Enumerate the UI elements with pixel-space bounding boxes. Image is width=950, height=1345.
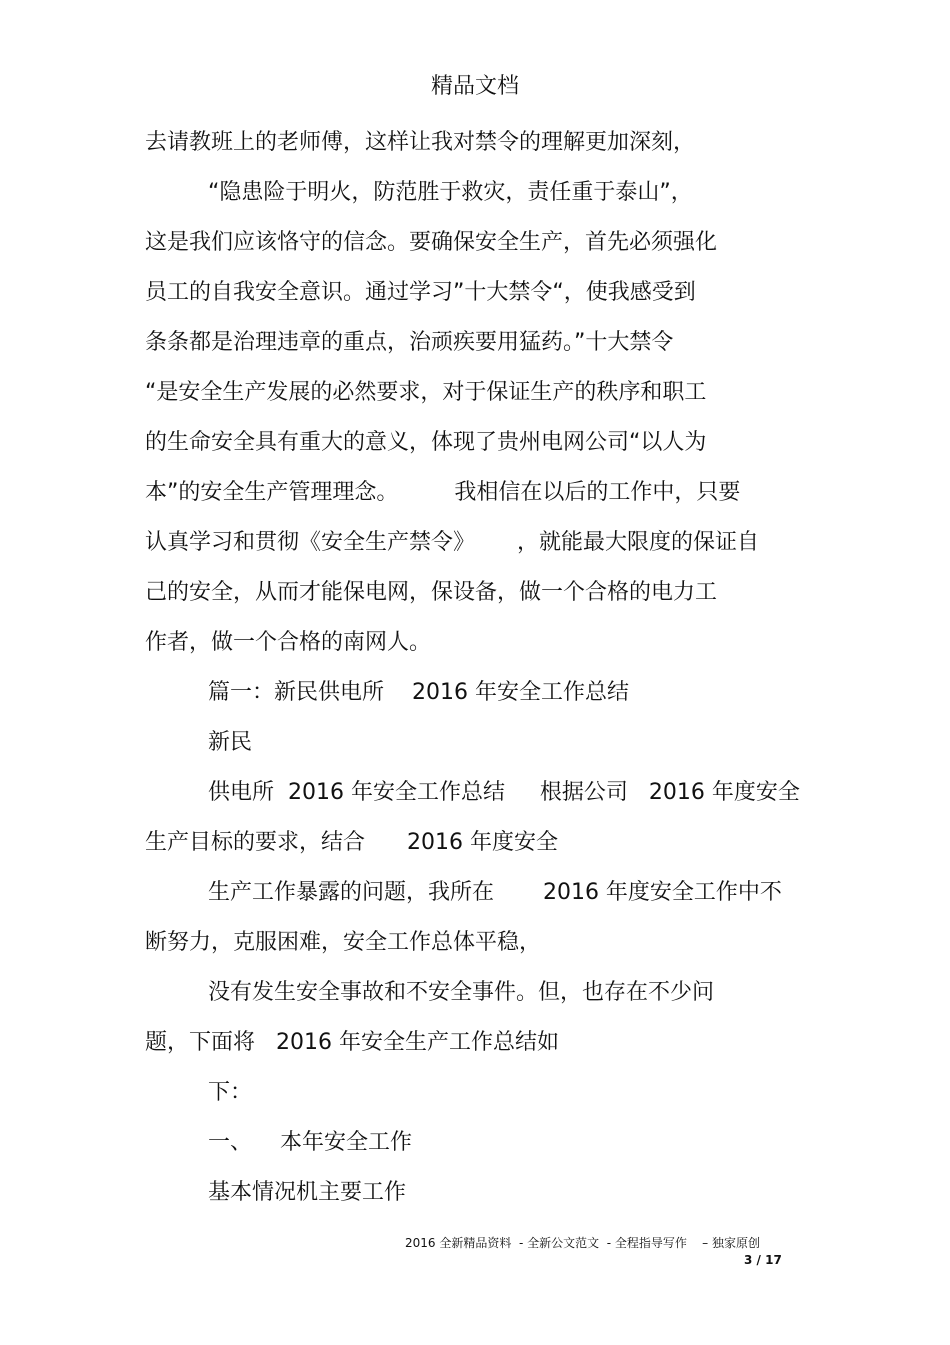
body-line-8: 本”的安全生产管理理念。 我相信在以后的工作中，只要 <box>145 480 741 505</box>
body-line-11: 作者，做一个合格的南网人。 <box>145 630 432 655</box>
body-line-7: 的生命安全具有重大的意义，体现了贵州电网公司“以人为 <box>145 430 707 455</box>
body-line-13: 新民 <box>208 730 253 755</box>
body-line-19: 题，下面将 2016 年安全生产工作总结如 <box>145 1030 559 1055</box>
body-line-1: 去请教班上的老师傅，这样让我对禁令的理解更加深刻， <box>145 130 696 155</box>
body-line-17: 断努力，克服困难，安全工作总体平稳， <box>145 930 542 955</box>
page-number: 3 / 17 <box>744 1253 782 1267</box>
body-line-18: 没有发生安全事故和不安全事件。但，也存在不少问 <box>208 980 715 1005</box>
body-line-3: 这是我们应该恪守的信念。要确保安全生产，首先必须强化 <box>145 230 718 255</box>
footer-text: 2016 全新精品资料 - 全新公文范文 - 全程指导写作 – 独家原创 <box>405 1236 760 1250</box>
body-line-2: “隐患险于明火，防范胜于救灾，责任重于泰山”， <box>208 180 693 205</box>
section-heading: 篇一：新民供电所 2016 年安全工作总结 <box>208 680 629 705</box>
body-line-16: 生产工作暴露的问题，我所在 2016 年度安全工作中不 <box>208 880 782 905</box>
body-line-15: 生产目标的要求，结合 2016 年度安全 <box>145 830 558 855</box>
body-line-10: 己的安全，从而才能保电网，保设备，做一个合格的电力工 <box>145 580 718 605</box>
subsection-heading: 一、 本年安全工作 <box>208 1130 412 1155</box>
body-line-22: 基本情况机主要工作 <box>208 1180 407 1205</box>
body-line-9: 认真学习和贯彻《安全生产禁令》 ，就能最大限度的保证自 <box>145 530 759 555</box>
body-line-4: 员工的自我安全意识。通过学习”十大禁令“，使我感受到 <box>145 280 696 305</box>
body-line-5: 条条都是治理违章的重点，治顽疾要用猛药。”十大禁令 <box>145 330 674 355</box>
page-header-title: 精品文档 <box>430 74 519 99</box>
body-line-20: 下： <box>208 1080 253 1105</box>
body-line-14: 供电所 2016 年安全工作总结 根据公司 2016 年度安全 <box>208 780 800 805</box>
body-line-6: “是安全生产发展的必然要求，对于保证生产的秩序和职工 <box>145 380 707 405</box>
